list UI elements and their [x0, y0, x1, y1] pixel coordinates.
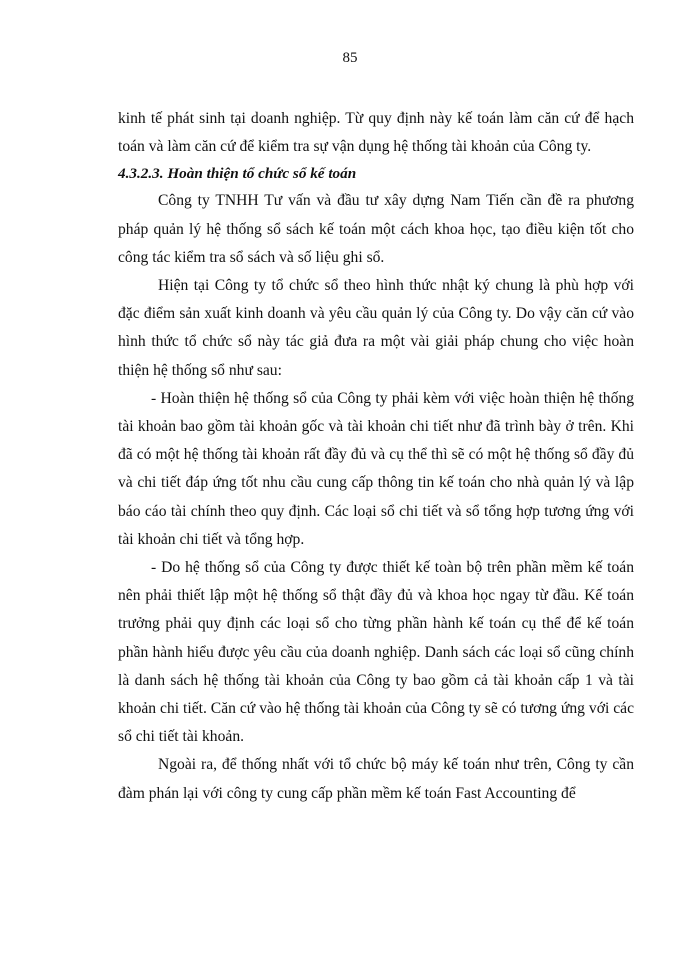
- paragraph-current-status: Hiện tại Công ty tổ chức sổ theo hình thức nhật ký chung là phù hợp với đặc điểm sản xuất kinh doanh và yêu cầu quản lý của Công ty. Do vậy căn cứ vào hình thức tổ chức sổ này tác giả đưa ra một vài giải pháp chung cho việc hoàn thiện hệ thống sổ như sau:: [118, 277, 634, 379]
- document-body: [118, 105, 634, 808]
- paragraph-intro: Công ty TNHH Tư vấn và đầu tư xây dựng Nam Tiến cần đề ra phương pháp quản lý hệ thống sổ sách kế toán một cách khoa học, tạo điều kiện tốt cho công tác kiểm tra sổ sách và số liệu ghi sổ.: [118, 192, 634, 266]
- section-heading: 4.3.2.3. Hoàn thiện tổ chức sổ kế toán: [118, 165, 357, 183]
- paragraph-bullet-1: - Hoàn thiện hệ thống sổ của Công ty phải kèm với việc hoàn thiện hệ thống tài khoản bao gồm tài khoản gốc và tài khoản chi tiết như đã trình bày ở trên. Khi đã có một hệ thống tài khoản rất đầy đủ và cụ thể thì sẽ có một hệ thống sổ đầy đủ và chi tiết đáp ứng tốt nhu cầu cung cấp thông tin kế toán cho nhà quản lý và lập báo cáo tài chính theo quy định. Các loại sổ chi tiết và sổ tổng hợp tương ứng với tài khoản chi tiết và tổng hợp.: [118, 389, 634, 548]
- page-number: 85: [342, 50, 358, 66]
- paragraph-bullet-2: - Do hệ thống sổ của Công ty được thiết kế toàn bộ trên phần mềm kế toán nên phải thiết lập một hệ thống sổ thật đầy đủ và khoa học ngay từ đầu. Kế toán trưởng phải quy định các loại sổ cho từng phần hành kế toán cụ thể để kế toán phần hành hiểu được yêu cầu của doanh nghiệp. Danh sách các loại sổ cũng chính là danh sách hệ thống tài khoản của Công ty bao gồm cả tài khoản cấp 1 và tài khoản chi tiết. Căn cứ vào hệ thống tài khoản của Công ty sẽ có tương ứng với các sổ chi tiết tài khoản.: [118, 559, 634, 746]
- paragraph-conclusion: Ngoài ra, để thống nhất với tổ chức bộ máy kế toán như trên, Công ty cần đàm phán lại với công ty cung cấp phần mềm kế toán Fast Accounting để: [118, 756, 634, 802]
- paragraph-continuation: kinh tế phát sinh tại doanh nghiệp. Từ quy định này kế toán làm căn cứ để hạch toán và làm căn cứ để kiểm tra sự vận dụng hệ thống tài khoản của Công ty.: [118, 110, 634, 156]
